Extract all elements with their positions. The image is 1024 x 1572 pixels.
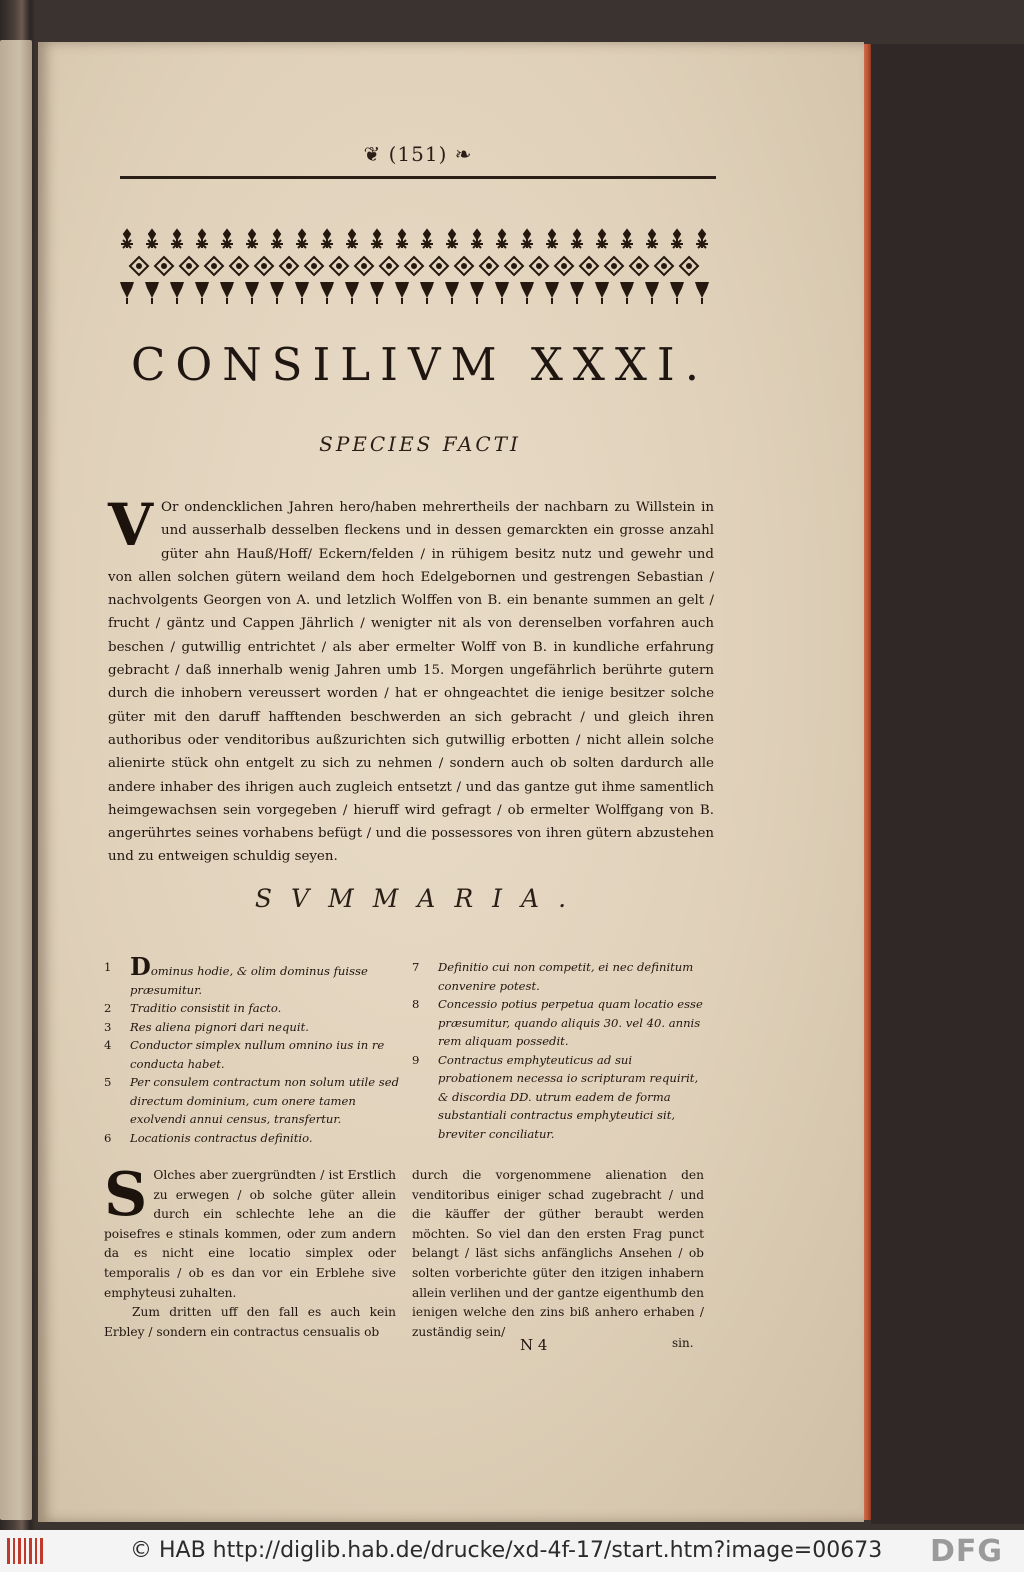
summaria-item: 8 Concessio potius perpetua quam locatio esse præsumitur, quando aliquis 30. vel 40. annis rem aliquam possedit. [412,997,703,1048]
consilium-title: CONSILIVM XXXI. [130,338,710,391]
catchword: sin. [672,1336,694,1350]
species-facti-heading: SPECIES FACTI [319,432,521,456]
summaria-item: 9 Contractus emphyteuticus ad sui probationem necessa io scripturam requirit, & discordia DD. utrum eadem de forma substantiali contractus emphyteutici sit, breviter conciliatur. [412,1052,699,1141]
column-left-paragraph: Olches aber zuergründten / ist Erstlich zu erwegen / ob solche güter allein durch ein schlechte lehe an die poisefres e stinals kommen, oder zum andern da es nicht eine locatio simplex oder temporalis / ob es dan vor ein Erblehe sive emphyteusi zuhalten. [104,1168,396,1300]
previous-page-edge [0,40,32,1520]
summaria-item: 3 Res aliena pignori dari nequit. [104,1019,309,1034]
summaria-item: 6 Locationis contractus definitio. [104,1130,313,1145]
summaria-heading: SVMMARIA. [254,884,586,913]
footer-bar [0,1530,1024,1572]
summaria-right-column [412,958,708,1143]
summaria-item: 7 Definitio cui non competit, ei nec definitum convenire potest. [412,960,694,993]
running-head [120,140,716,190]
body-paragraph: Or ondencklichen Jahren hero/haben mehrertheils der nachbarn zu Willstein in und ausserhalb desselben fleckens und in dessen gemarckten ein grosse anzahl güter ahn Hauß/Hoff/ Eckern/felden / in rühigem besitz nutz und gewehr und von allen solchen gütern weiland dem hoch Edelgebornen und gestrengen Sebastian / nachvolgents Georgen von A. und letzlich Wolffen von B. ein benante summen an gelt / frucht / gäntz und Cappen Jährlich / wenigter nit als von derenselben vorfahren auch beschen / gutwillig entrichtet / als aber ermelter Wolff von B. in kundliche erfahrung gebracht / daß innerhalb wenig Jahren umb 15. Morgen ungefährlich berührte gutern durch die inhobern vereussert worden / hat er ohngeachtet die ienige besitzer solche güter mit den daruff hafftenden beschwerden an sich gebracht / und gleich ihren authoribus oder venditoribus außzurichten sich gutwillig erbotten / nicht allein solche alienirte stück ohn entgelt zu sich zu nehmen / sondern auch ob solten dardurch alle andere inhaber des ihrigen auch zugleich entsetzt / und das gantze gut ihme samentlich heimgewachsen sein vorgegeben / hieruff wird gefragt / ob ermelter Wolffgang von B. angerührtes seines vorhabens befügt / und die possessores von ihren gütern abzustehen und zu entweigen schuldig seyen. [108,500,714,865]
ornament-band [116,224,720,310]
header-rule [120,176,716,179]
dfg-logo: DFG [930,1534,1004,1569]
page-number: ❦ (151) ❧ [363,142,473,166]
ornament-row-top [121,230,708,248]
copyright-url-link[interactable]: © HAB http://diglib.hab.de/drucke/xd-4f-17/start.htm?image=00673 [130,1538,883,1563]
summaria-item: 4 Conductor simplex nullum omnino ius in re conducta habet. [104,1038,385,1071]
body-column-left [104,1160,396,1342]
ornament-row-bottom [120,282,709,304]
page-right-shadow [871,44,1024,1524]
column-right-paragraph: durch die vorgenommene alienation den venditoribus einiger schad zugebracht / und die käuffer der güther beraubt werden möchten. So viel dan den ersten Frag punct belangt / läst sichs anfänglichs Ansehen / ob solten vorberichte güter den itzigen inhabern allein verlihen und der gantze eigenthumb den ienigen welche den zins biß anhero erhaben / zuständig sein/ [412,1168,704,1339]
summaria-item: 5 Per consulem contractum non solum utile sed directum dominium, cum onere tamen exolvendi annui census, transfertur. [104,1075,400,1126]
column-left-paragraph-2: Zum dritten uff den fall es auch kein Erbley / sondern ein contractus censualis ob [104,1305,396,1339]
body-dropcap: V [108,491,154,559]
library-barcode-icon [6,1536,44,1566]
summaria-left-column [104,952,404,1147]
summaria-item: 2 Traditio consistit in facto. [104,1001,282,1015]
page-red-edge [864,44,871,1520]
column-dropcap: S [104,1160,148,1230]
body-column-right [412,1166,704,1342]
fleuron-right-icon: ❧ [454,142,473,166]
fleuron-left-icon: ❦ [363,142,382,166]
ornament-row-middle [130,257,698,275]
signature-mark: N 4 [520,1336,548,1354]
summaria-item: 1 Dominus hodie, & olim dominus fuisse præsumitur. [104,952,368,997]
species-facti-text [108,491,714,869]
